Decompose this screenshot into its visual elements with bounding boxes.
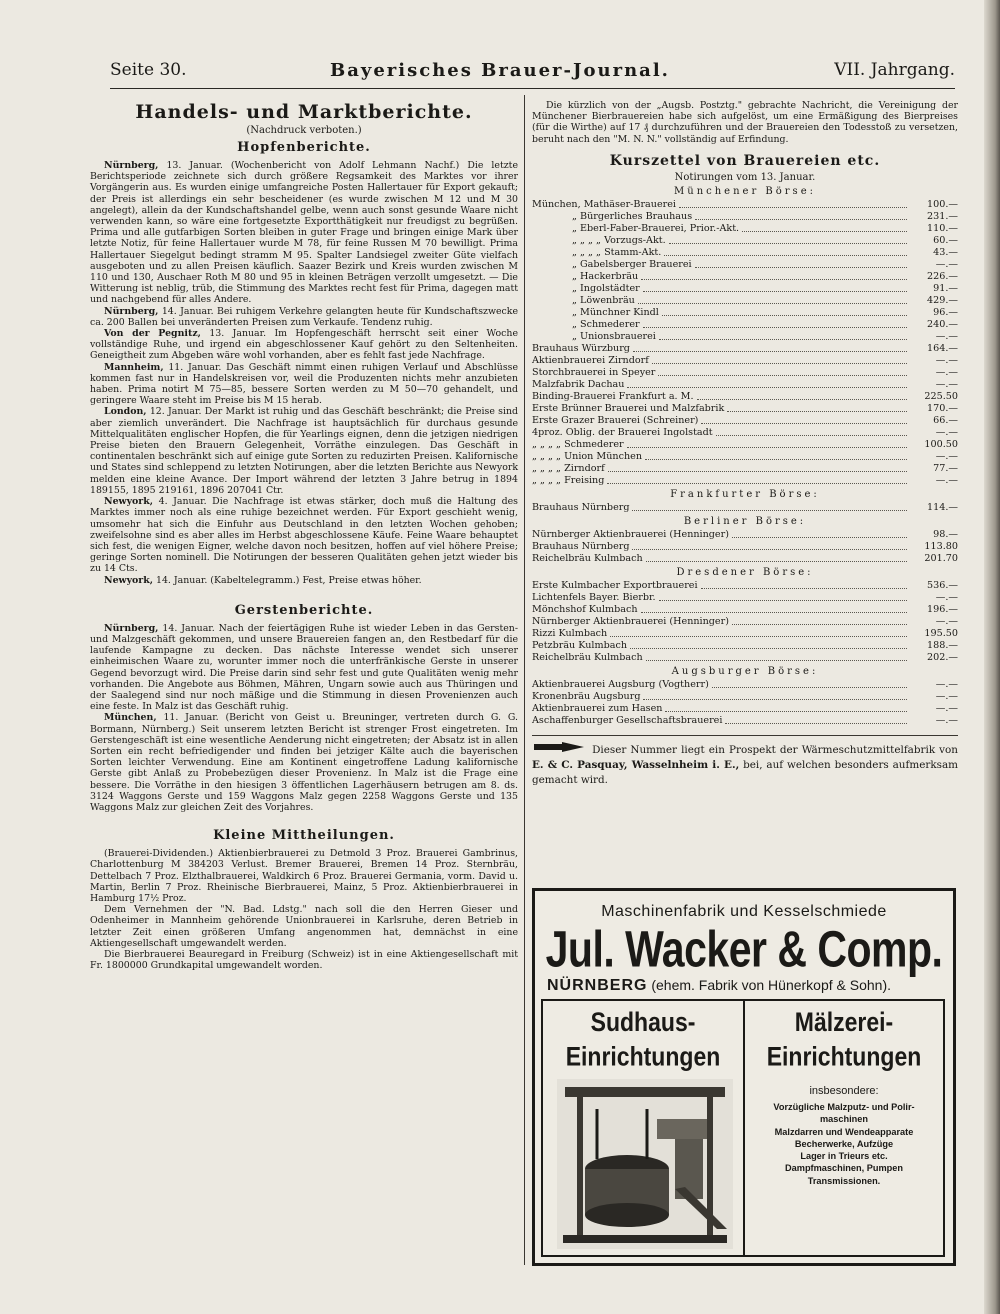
quote-name: „ „ „ „ Vorzugs-Akt. [572,234,666,246]
dot-leader [632,502,907,511]
misc-news [90,848,518,971]
report-text: 11. Januar. Das Geschäft nimmt einen ruhigen Verlauf und Abschlüsse kommen fast nur in Handelskreisen vor, weil die Produzenten nichts mehr anzubieten haben. Prima notirt M 75—85, bessere Sorten werden zu M 50—70 gehandelt, und geringere Waare steht im Preise bis M 15 herab. [90,361,519,407]
quote-name: Aktienbrauerei zum Hasen [532,702,663,714]
quote-name: Aschaffenburger Gesellschaftsbrauerei [532,714,723,726]
quote-name: Aktienbrauerei Zirndorf [532,354,649,366]
ad-especially: insbesondere: [809,1085,879,1097]
report-text: 14. Januar. Nach der feiertägigen Ruhe ist wieder Leben in das Gersten- und Malzgeschäft gekommen, und unsere Brauereien fangen an, den Restbedarf für die laufende Kampagne zu decken. Das nächste Interesse wendet sich unserer einheimischen Waare zu, worunter immer noch die unterfränkische Gerste in unserer Gegend bevorzugt wird. Die Preise darin sind sehr fest und gute Qualitäten wenig mehr vorhanden. Die Angebote aus Böhmen, Mähren, Ungarn sowie auch aus Thüringen und der Saalegend sind nur noch mäßige und die Stimmung in diesen Provenienzen auch eine feste. In Malz ist das Geschäft ruhig. [90,622,518,713]
quote-name: 4proz. Oblig. der Brauerei Ingolstadt [532,426,713,438]
quote-value: —.— [935,450,958,462]
dot-leader [659,592,907,601]
quote-name: „ „ „ „ Schmederer [532,438,624,450]
dot-leader [732,529,907,538]
quote-value: 91.— [933,282,958,294]
quote-row [532,592,958,604]
quote-value: 201.70 [924,552,958,564]
quote-row [532,541,958,553]
dot-leader [742,223,907,232]
ad-left-heading-1: Sudhaus- [590,1006,696,1037]
quote-row [532,604,958,616]
dot-leader [658,367,907,376]
brewhouse-illustration [557,1079,733,1249]
section-title: Handels- und Marktberichte. [135,101,473,123]
quote-row [532,283,958,295]
quote-row [532,391,958,403]
report-text: 14. Januar. Bei ruhigem Verkehre gelangten heute für Kundschaftszwecke ca. 200 Ballen bei unveränderten Preisen zum Verkaufe. Tendenz ruhig. [90,305,518,328]
ad-list-item: Becherwerke, Aufzüge [794,1138,894,1149]
quote-value: 240.— [927,318,958,330]
quote-value: 429.— [927,294,958,306]
quote-value: —.— [935,615,958,627]
dot-leader [608,463,907,472]
dot-leader [679,199,907,208]
dot-leader [652,355,907,364]
report-place: Nürnberg, [104,160,159,171]
quote-row [532,415,958,427]
quote-row [532,295,958,307]
quote-name: Mönchshof Kulmbach [532,603,638,615]
barley-heading: Gerstenberichte. [234,602,374,618]
ad-right-heading-2: Einrichtungen [766,1041,922,1072]
quote-value: 43.— [933,246,958,258]
quote-row [532,403,958,415]
quote-name: Nürnberger Aktienbrauerei (Henninger) [532,615,729,627]
report-paragraph [90,712,518,813]
dot-leader [662,307,907,316]
quote-name: „ Schmederer [572,318,640,330]
page-header [110,60,955,88]
quote-row [532,367,958,379]
page-number: Seite 30. [110,60,187,80]
dot-leader [646,652,907,661]
prospectus-notice [532,735,958,788]
dot-leader [641,604,907,613]
quote-row [532,679,958,691]
report-place: München, [104,712,157,724]
quote-name: „ Ingolstädter [572,282,640,294]
dot-leader [641,271,907,280]
quote-row [532,529,958,541]
report-paragraph [90,949,518,971]
quote-value: —.— [935,474,958,486]
dot-leader [610,628,907,637]
quote-value: —.— [935,426,958,438]
dot-leader [701,415,907,424]
dot-leader [695,259,907,268]
ad-list-item: Malzdarren und Wendeapparate [774,1126,914,1137]
quote-row [532,247,958,259]
quote-row [532,502,958,514]
report-place: Von der Pegnitz, [104,328,201,340]
hops-heading: Hopfenberichte. [237,140,371,155]
quote-name: Erste Grazer Brauerei (Schreiner) [532,414,699,426]
quote-value: 196.— [927,603,958,615]
report-paragraph [90,306,518,328]
pointing-hand-icon [532,741,588,755]
kurszettel-title: Kurszettel von Brauereien etc. [609,152,881,169]
dot-leader [695,211,907,220]
quote-row [532,211,958,223]
report-paragraph [90,623,518,713]
quote-name: Petzbräu Kulmbach [532,639,628,651]
ad-list-item: Transmissionen. [807,1175,881,1186]
dot-leader [627,379,907,388]
quote-value: 114.— [927,501,958,513]
advertisement [532,888,956,1266]
quote-value: 113.80 [924,540,958,552]
quote-row [532,331,958,343]
quote-name: „ „ „ „ Zirndorf [532,462,605,474]
ad-product-box [541,999,945,1257]
quote-name: Binding-Brauerei Frankfurt a. M. [532,390,694,402]
quote-name: „ „ „ „ Stamm-Akt. [572,246,662,258]
quote-value: 536.— [927,579,958,591]
quote-row [532,355,958,367]
quote-name: Lichtenfels Bayer. Bierbr. [532,591,656,603]
quote-value: 188.— [927,639,958,651]
quote-value: 100.50 [924,438,958,450]
quote-name: „ Hackerbräu [572,270,639,282]
report-place: London, [104,406,147,418]
ad-right-heading [745,1005,943,1074]
intro-paragraph: Die kürzlich von der „Augsb. Postztg." gebrachte Nachricht, die Vereinigung der Münchener Bierbrauereien habe sich aufgelöst, um eine Ermäßigung des Bierpreises (für die Wirthe) auf 17 ₰ durchzuführen und der Brauereien den Todesstoß zu versetzen, beruht nach den "M. N. N." vollständig auf Erfindung. [532,100,958,145]
ad-list-item: Dampfmaschinen, Pumpen [785,1163,903,1174]
report-text: 13. Januar. Im Hopfengeschäft herrscht seit einer Woche vollständige Ruhe, und irgend ein abgeschlossener Kauf gehört zu den Seltenheiten. Geneigtheit zum Abgeben wäre wohl vorhanden, aber es fehlt fast jede Nachfrage. [90,328,518,362]
quote-row [532,223,958,235]
quote-row [532,319,958,331]
quote-value: 96.— [933,306,958,318]
report-paragraph [90,848,518,904]
report-text: 13. Januar. (Wochenbericht von Adolf Lehmann Nachf.) Die letzte Berichtsperiode zeichnete sich durch größere Regsamkeit des Marktes vor ihrer Vorgängerin aus. Es wurden einige umfangreiche Posten Hallertauer für Export gekauft; der Preis ist allerdings ein sehr bescheidener (es wurde zwischen M 12 und M 30 angelegt), allein da der Kundschaftshandel gelbe, wenn auch sonst gesunde Waare nicht verwenden kann, so wäre eine fortgesetzte Exportthätigkeit nur freudigst zu begrüßen. Prima und alle gutfarbigen Sorten bleiben in guter Frage und bringen einige Mark über letzte Notiz, für feine Hallertauer wurde M 78, für feine Russen M 70 bewilligt. Prima Hallertauer Siegelgut bedingt stramm M 95. Spalter Landsiegel zweiter Güte vielfach ausgeboten und zu allen Preisen käuflich. Saazer Bezirk und Kreis wurden zwischen M 110 und 130, Auschaer Roth M 80 und 95 in kleinen Beträgen verzollt umgesetzt. — Die Witterung ist neblig, trüb, die Stimmung des Marktes recht fest für Prima, dagegen matt und nachgebend für alles Andere. [90,160,518,306]
quote-value: —.— [935,678,958,690]
dot-leader [665,703,907,712]
quote-name: Reichelbräu Kulmbach [532,552,643,564]
exchange-heading: Münchener Börse: [674,185,816,197]
quote-row [532,235,958,247]
dot-leader [725,715,907,724]
quote-row [532,616,958,628]
report-paragraph [90,406,518,496]
ad-list-item: Lager in Trieurs etc. [800,1151,888,1162]
kurszettel-date: Notirungen vom 13. Januar. [674,171,816,183]
report-paragraph [90,575,518,586]
report-text: 11. Januar. (Bericht von Geist u. Breuninger, vertreten durch G. G. Bormann, Nürnberg.) Seit unserem letzten Bericht ist strenger Frost eingetreten. Im Gerstengeschäft ist eine wesentliche Aenderung nicht eingetreten; der Absatz ist in allen Sorten ein recht befriedigender und finden bei jetziger Kälte auch die bayerischen Sorten leichter Verwendung. Eine am Kontinent eingetroffene Ladung kalifornische Gerste gibt Anlaß zu Probebezügen dieser Provenienz. In Malz ist die Frage eine bessere. Die Vorräthe in den hiesigen 3 öffentlichen Lagerhäusern betrugen am 8. ds. 3124 Waggons Gerste und 159 Waggons Malz gegen 2258 Waggons Gerste und 135 Waggons Malz zur gleichen Zeit des Vorjahres. [90,712,518,813]
ad-list-item: Vorzügliche Malzputz- und Polir- [773,1102,915,1112]
volume-label: VII. Jahrgang. [834,60,955,80]
quote-value: 98.— [933,528,958,540]
quote-row [532,379,958,391]
report-paragraph [90,496,518,574]
dot-leader [716,427,907,436]
quote-value: 225.50 [924,390,958,402]
quote-value: —.— [935,258,958,270]
ad-city-note: (ehem. Fabrik von Hünerkopf & Sohn). [651,977,892,993]
dot-leader [659,331,907,340]
quote-name: „ Löwenbräu [572,294,635,306]
report-text: 4. Januar. Die Nachfrage ist etwas stärker, doch muß die Haltung des Marktes immer noch als eine ruhige bezeichnet werden. Für Export geschieht wenig, umsomehr hat sich die Einfuhr aus Deutschland in den letzten Wochen gehoben; zweifelsohne sind es aber alles im Herbst abgeschlossene Käufe. Feine Waare behauptet sich fest, die wenigen Eigner, welche davon noch besitzen, hoffen auf viel höhere Preise; geringe Sorten nominell. Die Notirungen der besseren Qualitäten gehen jetzt wieder bis zu 14 Cts. [90,496,518,575]
quote-row [532,691,958,703]
ad-tagline: Maschinenfabrik und Kesselschmiede [601,903,887,920]
ad-list-item: maschinen [820,1114,868,1125]
dot-leader [732,616,907,625]
quote-row [532,439,958,451]
dot-leader [632,541,907,550]
dot-leader [638,295,907,304]
notice-firm: E. & C. Pasquay, Wasselnheim i. E., [532,758,740,771]
report-text: 12. Januar. Der Markt ist ruhig und das Geschäft beschränkt; die Preise sind aber ziemlich unverändert. Die Nachfrage ist hauptsächlich für durchaus gesunde Mittelqualitäten englischer Hopfen, die für Yearlings eignen, denn die jetzigen niedrigen Preise bieten den Brauern Gelegenheit, Vorräthe einzulegen. Das Geschäft in continentalen beschränkt sich auf einige gute Sorten zu reduzirten Preisen. Kalifornische und States sind schleppend zu letzten Notirungen, aber die letzten Berichte aus Newyork melden eine kleine Avance. Der Import während der letzten 3 Jahre betrug in 1894 189155, 1895 219161, 1896 207041 Ctr. [90,406,518,496]
quote-name: „ Münchner Kindl [572,306,659,318]
quote-name: „ „ „ „ Freising [532,474,605,486]
dot-leader [643,283,907,292]
quote-name: Rizzi Kulmbach [532,627,608,639]
quote-name: Brauhaus Nürnberg [532,540,630,552]
dot-leader [633,343,907,352]
right-column [532,100,958,788]
quote-value: —.— [935,354,958,366]
report-place: Mannheim, [104,361,164,373]
ad-left-heading-2: Einrichtungen [565,1041,721,1072]
quote-value: 77.— [933,462,958,474]
quote-row [532,199,958,211]
dot-leader [607,475,907,484]
report-place: Nürnberg, [104,622,159,634]
quote-value: 231.— [927,210,958,222]
quote-row [532,628,958,640]
hops-reports [90,160,518,586]
exchange-heading: Berliner Börse: [683,515,807,527]
ad-firm-name: Jul. Wacker & Comp. [545,920,943,978]
notice-text-post: bei, auf welchen besonders aufmerksam gemacht wird. [532,758,958,786]
quote-name: München, Mathäser-Brauerei [532,198,676,210]
left-column [90,100,518,971]
quote-value: —.— [935,690,958,702]
quote-value: —.— [935,714,958,726]
quote-name: „ „ „ „ Union München [532,450,643,462]
quote-name: „ Gabelsberger Brauerei [572,258,692,270]
quote-row [532,652,958,664]
quote-row [532,463,958,475]
report-text: 14. Januar. (Kabeltelegramm.) Fest, Preise etwas höher. [156,574,422,586]
quote-name: „ Unionsbrauerei [572,330,656,342]
quote-name: „ Eberl-Faber-Brauerei, Prior.-Akt. [572,222,740,234]
quote-value: 202.— [927,651,958,663]
report-place: Newyork, [104,574,154,586]
quote-name: Brauhaus Nürnberg [532,501,630,513]
dot-leader [669,235,907,244]
exchange-heading: Augsburger Börse: [671,665,819,677]
dot-leader [630,640,907,649]
quote-name: Malzfabrik Dachau [532,378,625,390]
quote-value: 164.— [927,342,958,354]
quote-name: Reichelbräu Kulmbach [532,651,643,663]
quote-name: „ Bürgerliches Brauhaus [572,210,693,222]
header-rule [110,88,955,89]
quote-name: Storchbrauerei in Speyer [532,366,656,378]
dot-leader [627,439,907,448]
quote-value: 226.— [927,270,958,282]
ad-city-line [547,977,953,995]
copyright-note: (Nachdruck verboten.) [246,125,362,136]
quote-row [532,307,958,319]
dot-leader [643,319,907,328]
report-place: Newyork, [104,496,154,508]
dot-leader [643,691,907,700]
quote-row [532,553,958,565]
quote-value: —.— [935,702,958,714]
quote-value: —.— [935,591,958,603]
quote-row [532,259,958,271]
report-place: Nürnberg, [104,305,159,317]
quote-name: Erste Brünner Brauerei und Malzfabrik [532,402,725,414]
page-edge-shadow [984,0,1000,1314]
quote-row [532,640,958,652]
dot-leader [727,403,907,412]
dot-leader [645,451,907,460]
report-paragraph [90,328,518,362]
quote-row [532,271,958,283]
exchange-heading: Frankfurter Börse: [670,488,820,500]
kurszettel-table [532,185,958,727]
column-divider [524,95,525,1265]
quote-row [532,343,958,355]
ad-city: NÜRNBERG [547,977,648,994]
exchange-heading: Dresdener Börse: [676,566,814,578]
dot-leader [664,247,907,256]
quote-value: 60.— [933,234,958,246]
ad-product-list [749,1101,939,1187]
report-text: (Brauerei-Dividenden.) Aktienbierbrauerei zu Detmold 3 Proz. Brauerei Gambrinus, Charlottenburg M 384203 Verlust. Bremer Brauerei, Bremen 14 Proz. Sternbräu, Dettelbach 7 Proz. Elzthalbrauerei, Waldkirch 6 Proz. Brauerei Germania, vorm. David u. Martin, Berlin 7 Proz. Rheinische Bierbrauerei, Mainz, 5 Proz. Aktienbierbrauerei in Hamburg 17½ Proz. [90,848,518,904]
barley-reports [90,623,518,813]
quote-value: 195.50 [924,627,958,639]
quote-value: —.— [935,330,958,342]
report-paragraph [90,904,518,949]
dot-leader [646,553,907,562]
quote-name: Aktienbrauerei Augsburg (Vogtherr) [532,678,709,690]
quote-row [532,451,958,463]
report-paragraph [90,362,518,407]
dot-leader [697,391,907,400]
quote-row [532,475,958,487]
journal-title: Bayerisches Brauer-Journal. [330,60,670,81]
quote-value: 66.— [933,414,958,426]
ad-right-heading-1: Mälzerei- [794,1006,894,1037]
report-text: Die Bierbrauerei Beauregard in Freiburg (Schweiz) ist in eine Aktiengesellschaft mit Fr. 1800000 Grundkapital umgewandelt worden. [90,949,518,972]
quote-value: 100.— [927,198,958,210]
quote-row [532,427,958,439]
quote-name: Erste Kulmbacher Exportbrauerei [532,579,698,591]
quote-row [532,580,958,592]
ad-left-heading [543,1005,743,1074]
quote-name: Nürnberger Aktienbrauerei (Henninger) [532,528,729,540]
misc-heading: Kleine Mittheilungen. [213,828,395,844]
notice-text-pre: Dieser Nummer liegt ein Prospekt der Wärmeschutzmittelfabrik von [592,743,958,756]
report-text: Dem Vernehmen der "N. Bad. Ldstg." nach soll die den Herren Gieser und Odenheimer in Mannheim gehörende Unionbrauerei in Karlsruhe, deren Betrieb in letzter Zeit einen größeren Umfang angenommen hat, demnächst in eine Aktiengesellschaft umgewandelt werden. [90,904,518,949]
quote-value: —.— [935,378,958,390]
quote-name: Brauhaus Würzburg [532,342,630,354]
quote-value: 170.— [927,402,958,414]
quote-row [532,703,958,715]
quote-row [532,715,958,727]
quote-value: —.— [935,366,958,378]
report-paragraph [90,160,518,306]
quote-name: Kronenbräu Augsburg [532,690,641,702]
quote-value: 110.— [927,222,958,234]
dot-leader [712,679,907,688]
dot-leader [701,580,907,589]
